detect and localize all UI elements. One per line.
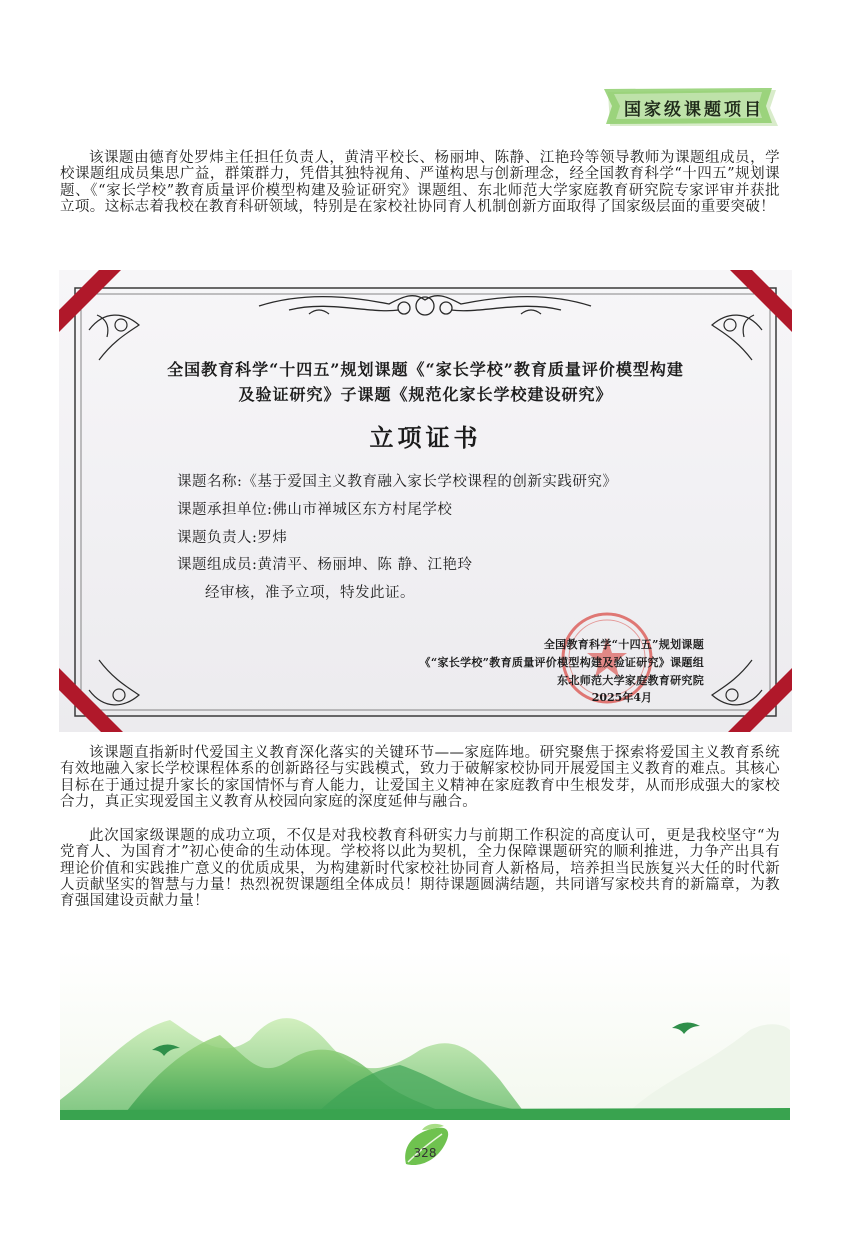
closing-paragraph: 此次国家级课题的成功立项，不仅是对我校教育科研实力与前期工作积淀的高度认可，更是我校坚守“为党育人、为国育才”初心使命的生动体现。学校将以此为契机，全力保障课题研究的顺利推进，力争产出具有理论价值和实践推广意义的优质成果，为构建新时代家校社协同育人新格局，培养担当民族复兴大任的时代新人贡献坚实的智慧与力量！热烈祝贺课题组全体成员！期待课题圆满结题，共同谱写家校共育的新篇章，为教育强国建设贡献力量！ [60,828,780,910]
certificate-undertaking-unit: 课题承担单位:佛山市禅城区东方村尾学校 [177,502,453,518]
certificate-photo [59,270,792,732]
certificate-issuer-line2: 《“家长学校”教育质量评价模型构建及验证研究》课题组 [419,656,704,669]
section-tag-label: 国家级课题项目 [624,100,764,120]
page-number: 328 [413,1146,437,1160]
certificate-heading-line2: 及验证研究》子课题《规范化家长学校建设研究》 [238,385,613,404]
landscape-banner [60,950,790,1120]
certificate-title: 立项证书 [369,423,482,452]
certificate-members: 课题组成员:黄清平、杨丽坤、陈 静、江艳玲 [177,557,473,573]
certificate-heading-line1: 全国教育科学“十四五”规划课题《“家长学校”教育质量评价模型构建 [167,360,684,379]
mountain-illustration [60,950,790,1120]
certificate-issuer-line1: 全国教育科学“十四五”规划课题 [543,638,704,651]
certificate-approval: 经审核，准予立项，特发此证。 [205,585,415,601]
intro-paragraph: 该课题由德育处罗炜主任担任负责人，黄清平校长、杨丽坤、陈静、江艳玲等领导教师为课题组成员，学校课题组成员集思广益，群策群力，凭借其独特视角、严谨构思与创新理念，经全国教育科学“十四五”规划课题、《“家长学校”教育质量评价模型构建及验证研究》课题组、东北师范大学家庭教育研究院专家评审并获批立项。这标志着我校在教育科研领域，特别是在家校社协同育人机制创新方面取得了国家级层面的重要突破！ [60,150,780,215]
certificate-leader: 课题负责人:罗炜 [177,530,288,546]
certificate-date: 2025年4月 [591,691,652,704]
research-focus-paragraph: 该课题直指新时代爱国主义教育深化落实的关键环节——家庭阵地。研究聚焦于探索将爱国主义教育系统有效地融入家长学校课程体系的创新路径与实践模式，致力于破解家校协同开展爱国主义教育的难点。其核心目标在于通过提升家长的家国情怀与育人能力，让爱国主义精神在家庭教育中生根发芽，从而形成强大的家校合力，真正实现爱国主义教育从校园向家庭的深度延伸与融合。 [60,745,780,810]
certificate-issuer-line3: 东北师范大学家庭教育研究院 [557,674,704,687]
section-tag [600,86,780,130]
certificate-topic-name: 课题名称:《基于爱国主义教育融入家长学校课程的创新实践研究》 [177,474,618,490]
